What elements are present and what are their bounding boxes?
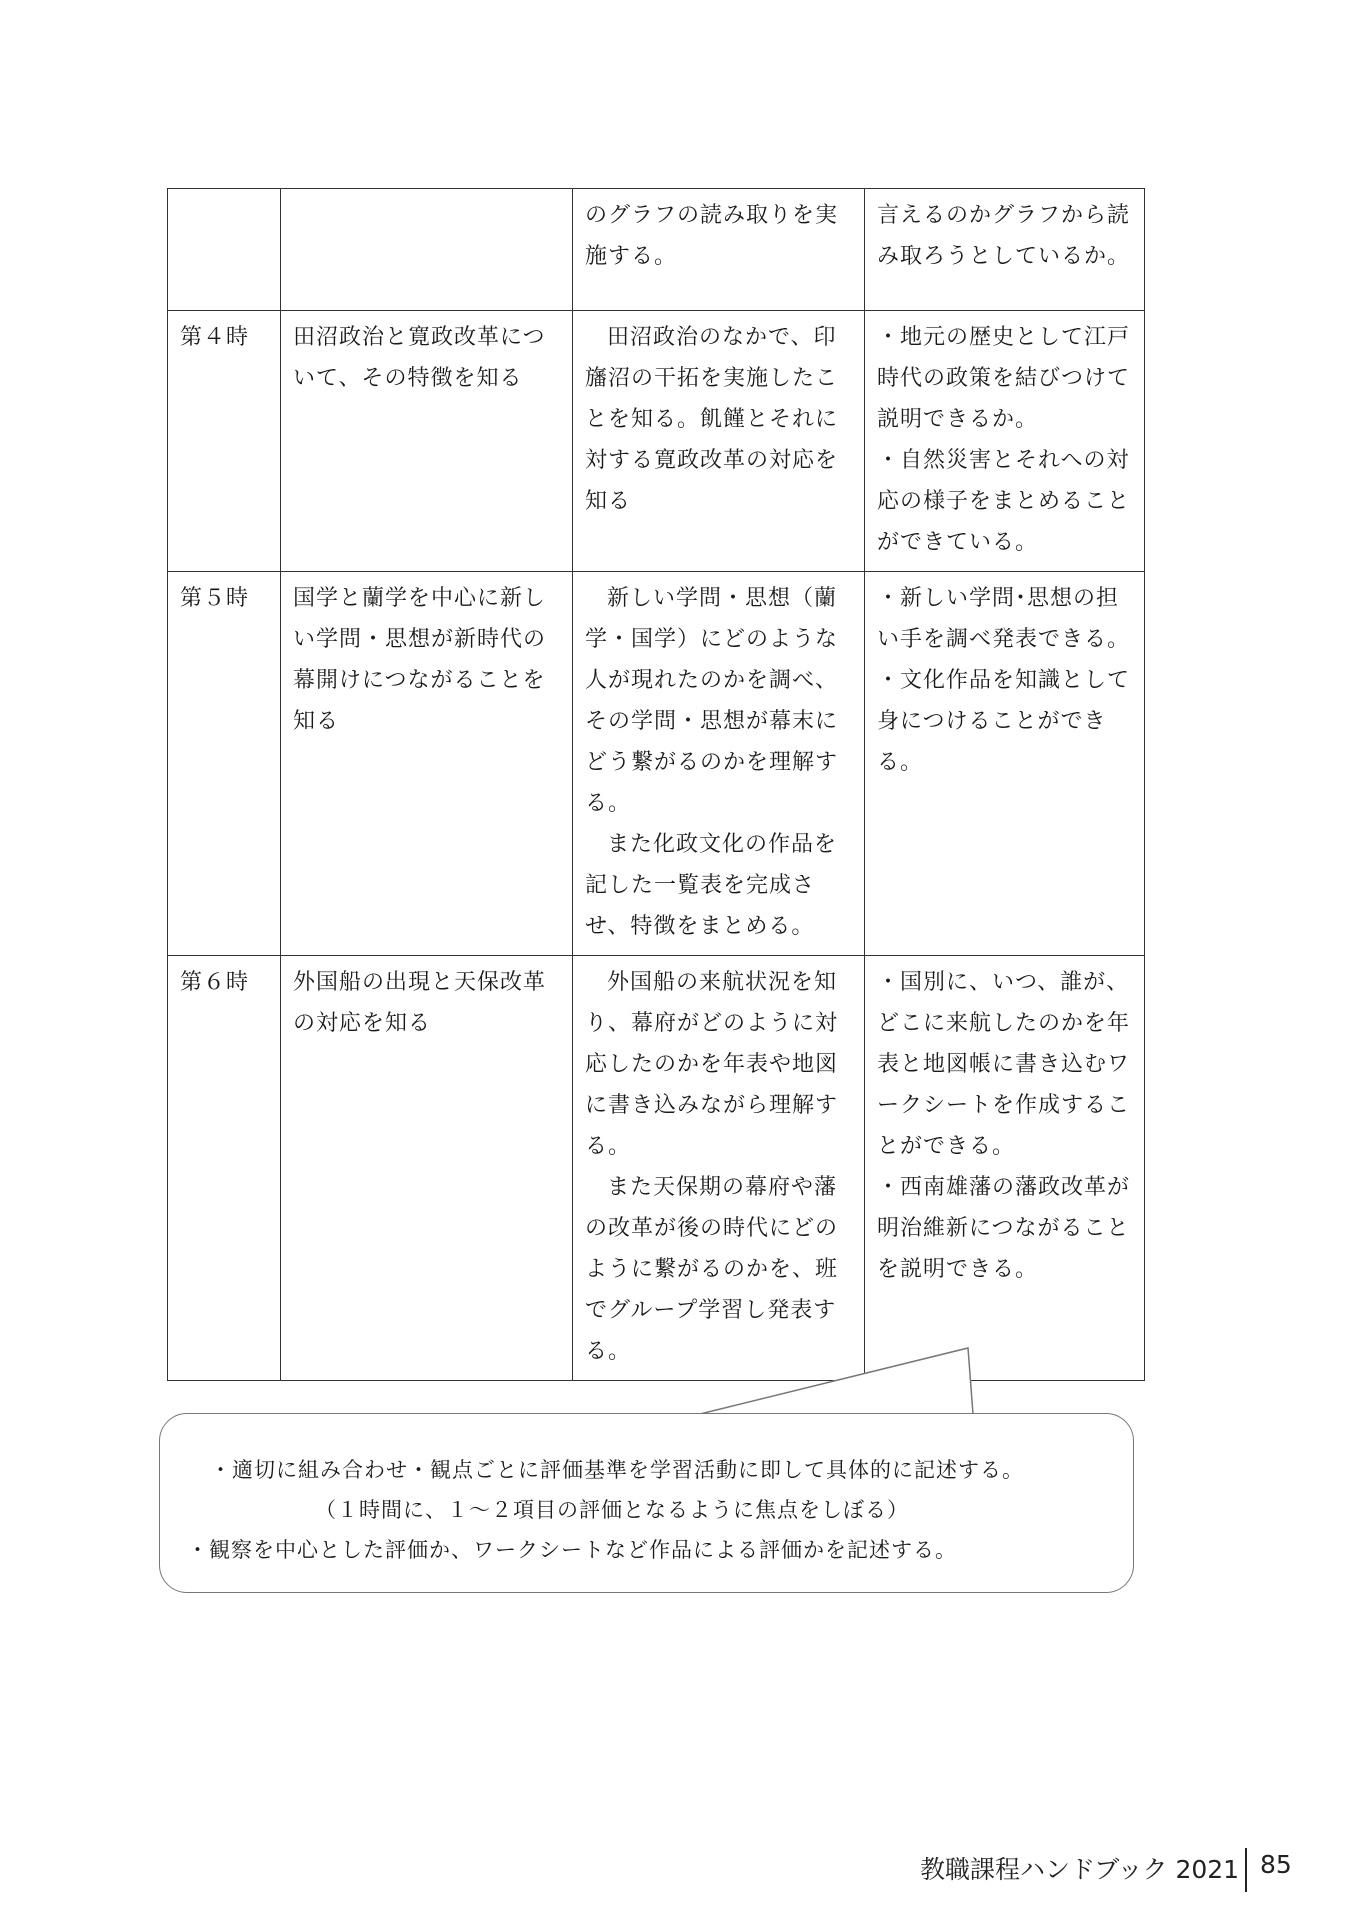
goal-cell: 国学と蘭学を中心に新しい学問・思想が新時代の幕開けにつながることを知る <box>281 572 573 956</box>
evaluation-text: ・地元の歴史として江戸時代の政策を結びつけて説明できるか。 <box>877 325 1131 432</box>
evaluation-text: ・西南雄藩の藩政改革が明治維新につながることを説明できる。 <box>877 1175 1131 1282</box>
callout-text <box>160 1450 1133 1570</box>
evaluation-text: ・新しい学問･思想の担い手を調べ発表できる。 <box>877 586 1131 652</box>
goal-cell <box>281 189 573 311</box>
activity-text: のグラフの読み取りを実施する。 <box>585 203 839 269</box>
page-number: 85 <box>1260 1850 1292 1879</box>
period-cell: 第４時 <box>168 311 281 572</box>
activity-text: また天保期の幕府や藩の改革が後の時代にどのように繋がるのかを、班でグループ学習し発表する。 <box>585 1175 839 1364</box>
evaluation-text: ・自然災害とそれへの対応の様子をまとめることができている。 <box>877 448 1131 555</box>
callout-line: ・観察を中心とした評価か、ワークシートなど作品による評価かを記述する。 <box>187 1538 957 1562</box>
callout-box <box>159 1413 1134 1593</box>
activity-text: また化政文化の作品を記した一覧表を完成させ、特徴をまとめる。 <box>585 832 838 939</box>
activity-text: 外国船の来航状況を知り、幕府がどのように対応したのかを年表や地図に書き込みながら理解する。 <box>585 970 839 1159</box>
table-row <box>168 572 1145 956</box>
evaluation-cell <box>865 311 1145 572</box>
period-cell: 第６時 <box>168 956 281 1381</box>
lesson-plan-body <box>168 189 1145 1381</box>
evaluation-text: ・国別に、いつ、誰が、どこに来航したのかを年表と地図帳に書き込むワークシートを作成することができる。 <box>877 970 1131 1159</box>
evaluation-text: ・文化作品を知識として身につけることができる。 <box>877 668 1131 775</box>
activity-text: 田沼政治のなかで、印旛沼の干拓を実施したことを知る。飢饉とそれに対する寛政改革の対応を知る <box>585 325 839 514</box>
callout-line: ・適切に組み合わせ・観点ごとに評価基準を学習活動に即して具体的に記述する。 <box>210 1458 1024 1482</box>
activity-text: 新しい学問・思想（蘭学・国学）にどのような人が現れたのかを調べ、その学問・思想が幕末にどう繋がるのかを理解する。 <box>585 586 839 816</box>
goal-cell: 外国船の出現と天保改革の対応を知る <box>281 956 573 1381</box>
period-cell <box>168 189 281 311</box>
activity-cell <box>573 189 865 311</box>
handbook-title: 教職課程ハンドブック 2021 <box>920 1855 1240 1884</box>
table-row <box>168 956 1145 1381</box>
goal-cell: 田沼政治と寛政改革について、その特徴を知る <box>281 311 573 572</box>
activity-cell <box>573 572 865 956</box>
lesson-plan-table <box>167 188 1145 1381</box>
callout-line: （１時間に、１～２項目の評価となるように焦点をしぼる） <box>315 1498 909 1522</box>
activity-cell <box>573 956 865 1381</box>
table-row <box>168 189 1145 311</box>
evaluation-cell <box>865 189 1145 311</box>
footer-divider <box>1245 1848 1247 1892</box>
evaluation-cell <box>865 572 1145 956</box>
evaluation-cell <box>865 956 1145 1381</box>
table-row <box>168 311 1145 572</box>
activity-cell <box>573 311 865 572</box>
period-cell: 第５時 <box>168 572 281 956</box>
evaluation-text: 言えるのかグラフから読み取ろうとしているか。 <box>877 203 1131 269</box>
